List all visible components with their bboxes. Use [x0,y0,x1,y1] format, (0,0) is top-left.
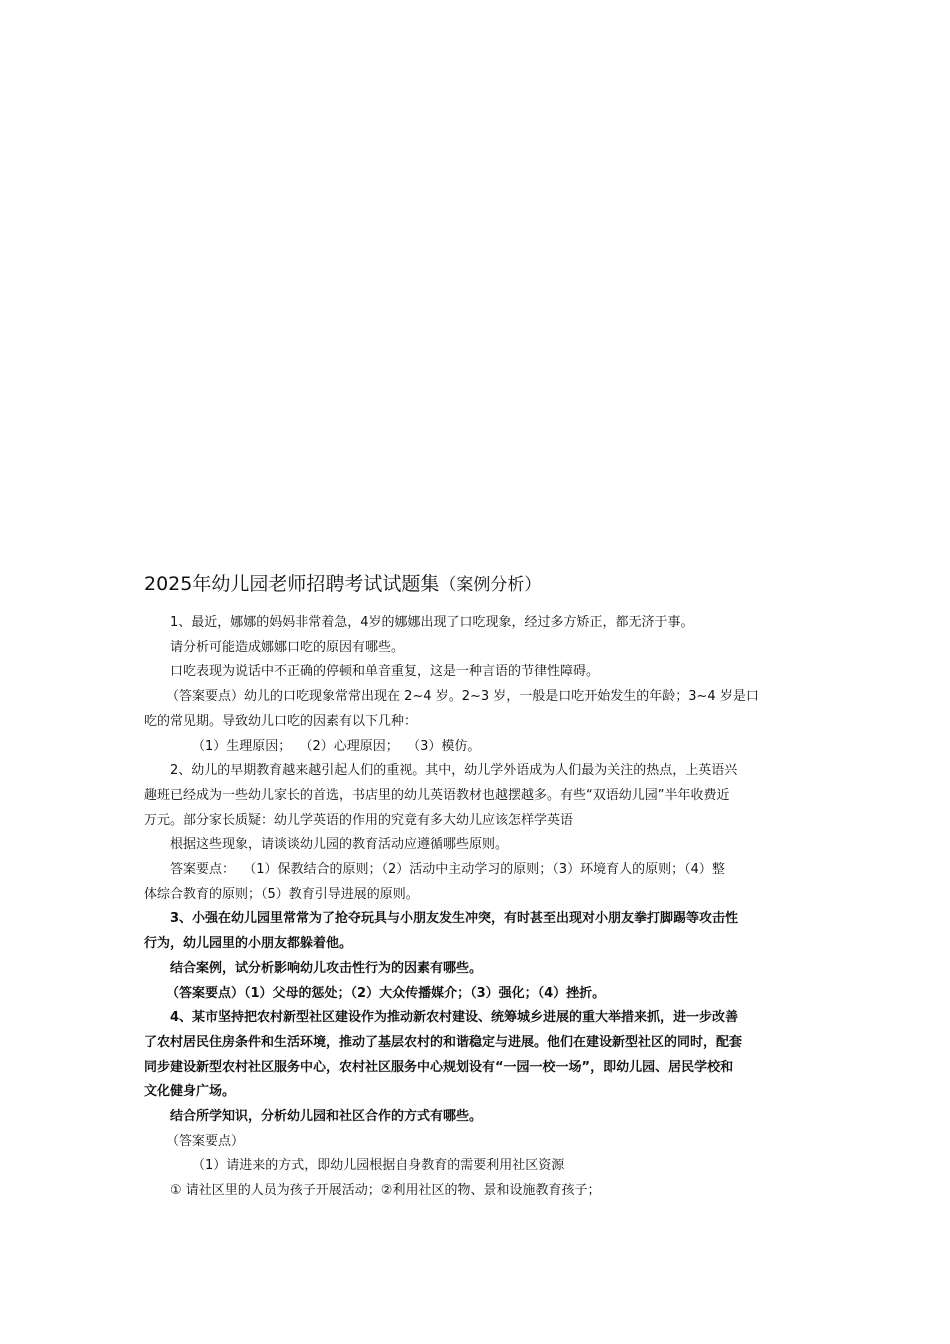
question-2-line-1: 2、幼儿的早期教育越来越引起人们的重视。其中，幼儿学外语成为人们最为关注的热点，上英语兴 [170,763,738,779]
question-4-answer-heading: （答案要点） [166,1133,245,1149]
question-4-line-1: 4、某市坚持把农村新型社区建设作为推动新农村建设、统筹城乡进展的重大举措来抓，进一步改善 [170,1010,739,1026]
question-4-line-2: 了农村居民住房条件和生活环境，推动了基层农村的和谐稳定与进展。他们在建设新型社区的同时，配套 [144,1034,743,1050]
question-1-prompt: 请分析可能造成娜娜口吃的原因有哪些。 [170,639,405,655]
question-4-answer-point-1: （1）请进来的方式，即幼儿园根据自身教育的需要利用社区资源 [192,1158,565,1174]
title-main: 2025年幼儿园老师招聘考试试题集 [144,573,440,595]
question-1-answer-line-2: 吃的常见期。导致幼儿口吃的因素有以下几种： [144,713,418,729]
question-4-line-4: 文化健身广场。 [144,1084,236,1100]
question-1-answer-line-1: （答案要点）幼儿的口吃现象常常出现在 2~4 岁。2~3 岁，一般是口吃开始发生的年龄；3~4 岁是口 [166,689,759,705]
question-1-answer-points: （1）生理原因； （2）心理原因； （3）模仿。 [192,738,481,754]
question-2-prompt: 根据这些现象，请谈谈幼儿园的教育活动应遵循哪些原则。 [170,837,509,853]
question-3-line-1: 3、小强在幼儿园里常常为了抢夺玩具与小朋友发生冲突，有时甚至出现对小朋友拳打脚踢等攻击性 [170,911,739,927]
title-suffix: （案例分析） [439,575,542,595]
question-4-answer-subpoints: ① 请社区里的人员为孩子开展活动；②利用社区的物、景和设施教育孩子； [170,1183,601,1199]
question-1-explanation: 口吃表现为说话中不正确的停顿和单音重复，这是一种言语的节律性障碍。 [170,664,600,680]
question-1-text: 1、最近，娜娜的妈妈非常着急，4岁的娜娜出现了口吃现象，经过多方矫正，都无济于事。 [170,615,694,630]
question-4-line-3: 同步建设新型农村社区服务中心，农村社区服务中心规划设有“一园一校一场”，即幼儿园、居民学校和 [144,1059,734,1075]
question-4-prompt: 结合所学知识，分析幼儿园和社区合作的方式有哪些。 [170,1109,483,1125]
document-title [144,566,806,603]
document-body [144,566,806,1204]
question-2-answer-line-1: 答案要点： （1）保教结合的原则；（2）活动中主动学习的原则；（3）环境育人的原则；（4）整 [170,862,725,878]
question-3-line-2: 行为，幼儿园里的小朋友都躲着他。 [144,936,353,952]
question-2-line-2: 趣班已经成为一些幼儿家长的首选，书店里的幼儿英语教材也越摆越多。有些“双语幼儿园”半年收费近 [144,787,730,803]
question-2-answer-line-2: 体综合教育的原则；（5）教育引导进展的原则。 [144,886,419,902]
question-3-answer: （答案要点）（1）父母的惩处；（2）大众传播媒介；（3）强化；（4）挫折。 [166,985,606,1001]
question-3-prompt: 结合案例，试分析影响幼儿攻击性行为的因素有哪些。 [170,960,483,976]
question-2-line-3: 万元。部分家长质疑：幼儿学英语的作用的究竟有多大幼儿应该怎样学英语 [144,812,574,828]
